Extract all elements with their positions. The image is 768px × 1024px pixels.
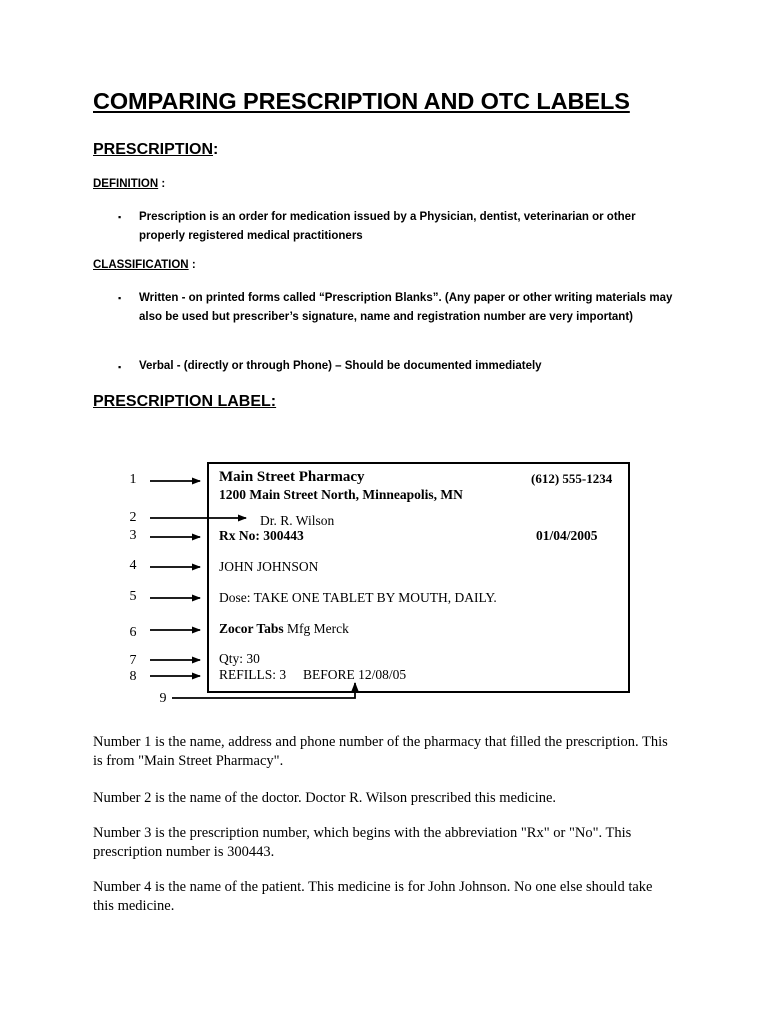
dose-instructions: TAKE ONE TABLET BY MOUTH, DAILY.	[253, 590, 497, 605]
paragraph-number-4: Number 4 is the name of the patient. This medicine is for John Johnson. No one else should take this medicine.	[93, 879, 653, 914]
callout-number-8: 8	[129, 669, 137, 684]
rx-prefix: Rx No:	[219, 528, 264, 543]
fill-date: 01/04/2005	[536, 528, 598, 543]
quantity: Qty: 30	[219, 651, 260, 666]
callout-number-5: 5	[129, 589, 137, 604]
callout-number-4: 4	[129, 558, 137, 573]
arrow-9	[172, 683, 355, 698]
patient-name: JOHN JOHNSON	[219, 559, 319, 574]
classification-label: CLASSIFICATION	[93, 259, 189, 271]
classification-bullet-written: Written - on printed forms called “Prescription Blanks”. (Any paper or other writing materials may also be used but prescriber’s signature, name and registration number are very important)	[139, 292, 673, 323]
refills: REFILLS: 3	[219, 667, 287, 682]
paragraph-number-1: Number 1 is the name, address and phone number of the pharmacy that filled the prescription. This is from "Main Street Pharmacy".	[93, 734, 668, 769]
callout-number-2: 2	[129, 510, 137, 525]
rx-number: 300443	[263, 528, 304, 543]
pharmacy-name: Main Street Pharmacy	[219, 469, 365, 485]
prescription-heading-text: PRESCRIPTION	[93, 141, 214, 158]
drug-name: Zocor Tabs	[219, 621, 284, 636]
classification-colon: :	[188, 259, 196, 271]
definition-bullet-text: Prescription is an order for medication issued by a Physician, dentist, veterinarian or other properly registered medical practitioners	[139, 211, 636, 242]
bullet-icon: ▪	[118, 362, 122, 372]
manufacturer: Mfg Merck	[287, 621, 349, 636]
pharmacy-address: 1200 Main Street North, Minneapolis, MN	[219, 487, 463, 502]
paragraph-number-2: Number 2 is the name of the doctor. Doctor R. Wilson prescribed this medicine.	[93, 790, 557, 806]
prescription-label-heading-text: PRESCRIPTION LABEL:	[93, 393, 277, 410]
prescription-heading-colon: :	[213, 141, 219, 158]
callout-number-6: 6	[129, 625, 137, 640]
callout-number-3: 3	[129, 528, 137, 543]
refill-before-date: BEFORE 12/08/05	[303, 667, 407, 682]
doctor-name: Dr. R. Wilson	[260, 513, 335, 528]
callout-number-1: 1	[129, 472, 137, 487]
pharmacy-phone: (612) 555-1234	[531, 471, 613, 486]
bullet-icon: ▪	[118, 212, 122, 222]
bullet-icon: ▪	[118, 293, 122, 303]
callout-number-7: 7	[129, 653, 137, 668]
classification-bullet-verbal: Verbal - (directly or through Phone) – Should be documented immediately	[139, 360, 542, 372]
callout-number-9: 9	[159, 691, 167, 706]
dose-prefix: Dose:	[219, 590, 254, 605]
definition-colon: :	[158, 178, 166, 190]
definition-label: DEFINITION	[93, 178, 159, 190]
page-title: COMPARING PRESCRIPTION AND OTC LABELS	[93, 88, 630, 114]
paragraph-number-3: Number 3 is the prescription number, which begins with the abbreviation "Rx" or "No". This prescription number is 300443.	[93, 825, 632, 860]
